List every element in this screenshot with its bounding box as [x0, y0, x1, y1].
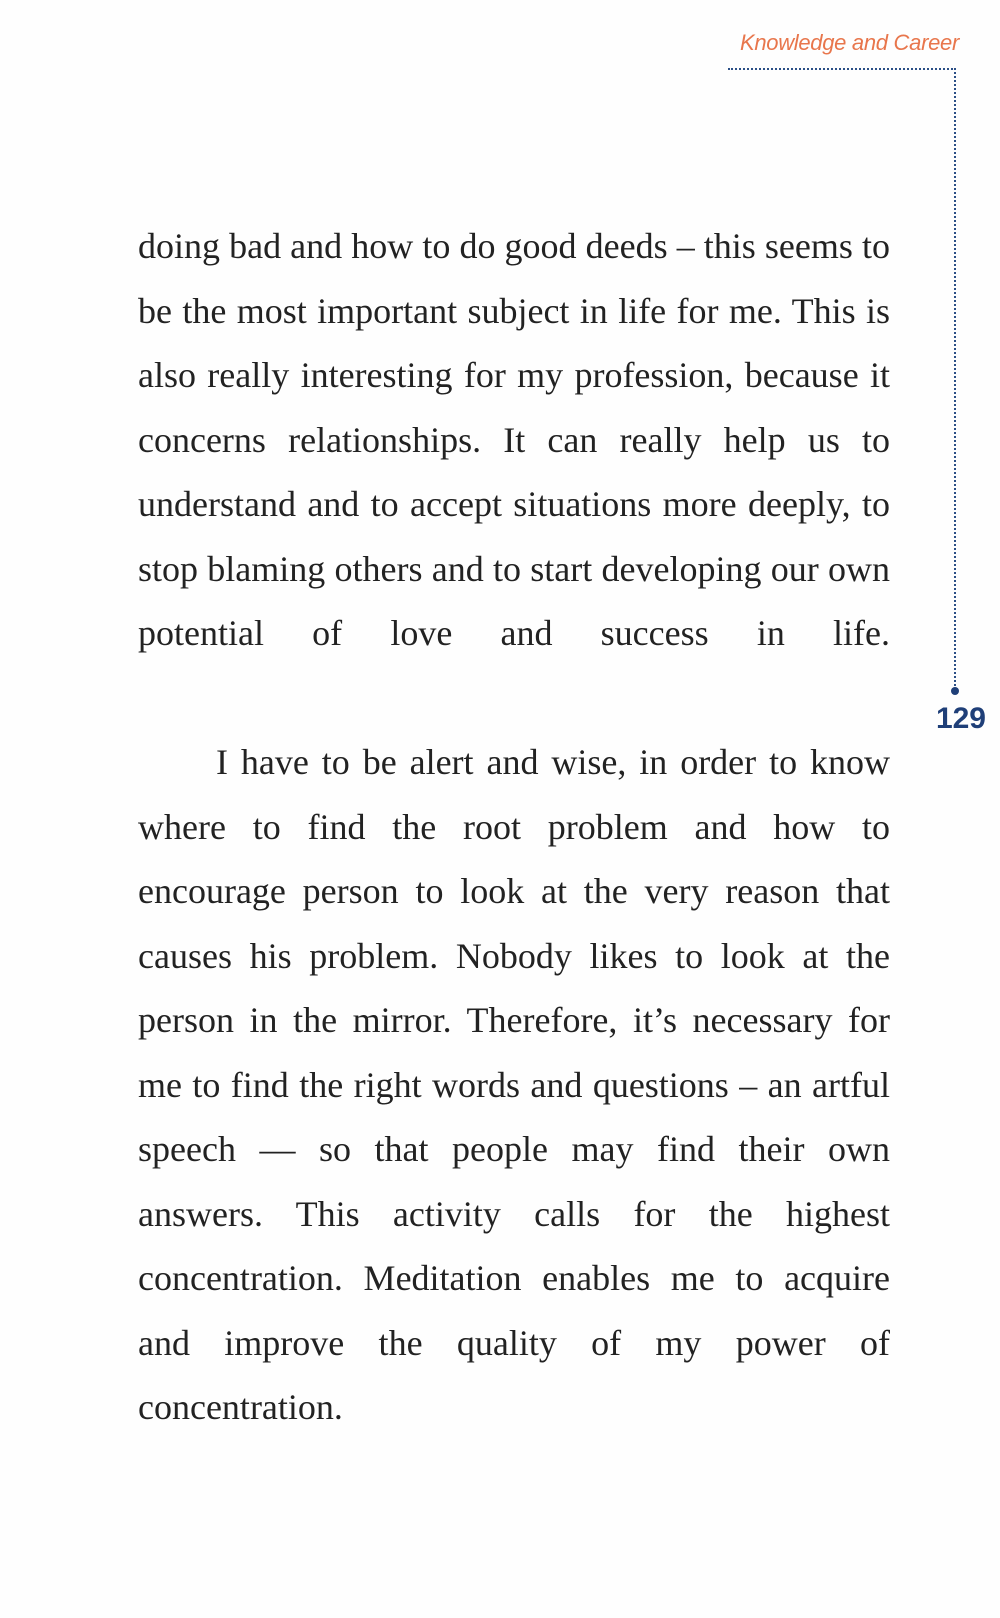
paragraph-2: I have to be alert and wise, in order to know where to find the root problem and how to encourage person to look at the very reason that causes his problem. Nobody likes to look at the person in the mirror. Therefore, it’s necessary for me to find the right words and questions – an artful speech — so that people may find their own answers. This activity calls for the highest concentration. Meditation enables me to acquire and improve the quality of my power of concentration.	[138, 742, 890, 1427]
running-head: Knowledge and Career	[739, 30, 959, 55]
guide-end-dot	[951, 687, 959, 695]
paragraph-1: doing bad and how to do good deeds – this seems to be the most important subject in life for me. This is also really interesting for my profession, because it concerns relationships. It can really help us to understand and to accept situations more deeply, to stop blaming others and to start developing our own potential of love and success in life.	[138, 226, 890, 653]
page-number: 129	[935, 702, 986, 735]
header-guide-line	[728, 68, 956, 70]
margin-guide-line	[954, 68, 956, 690]
